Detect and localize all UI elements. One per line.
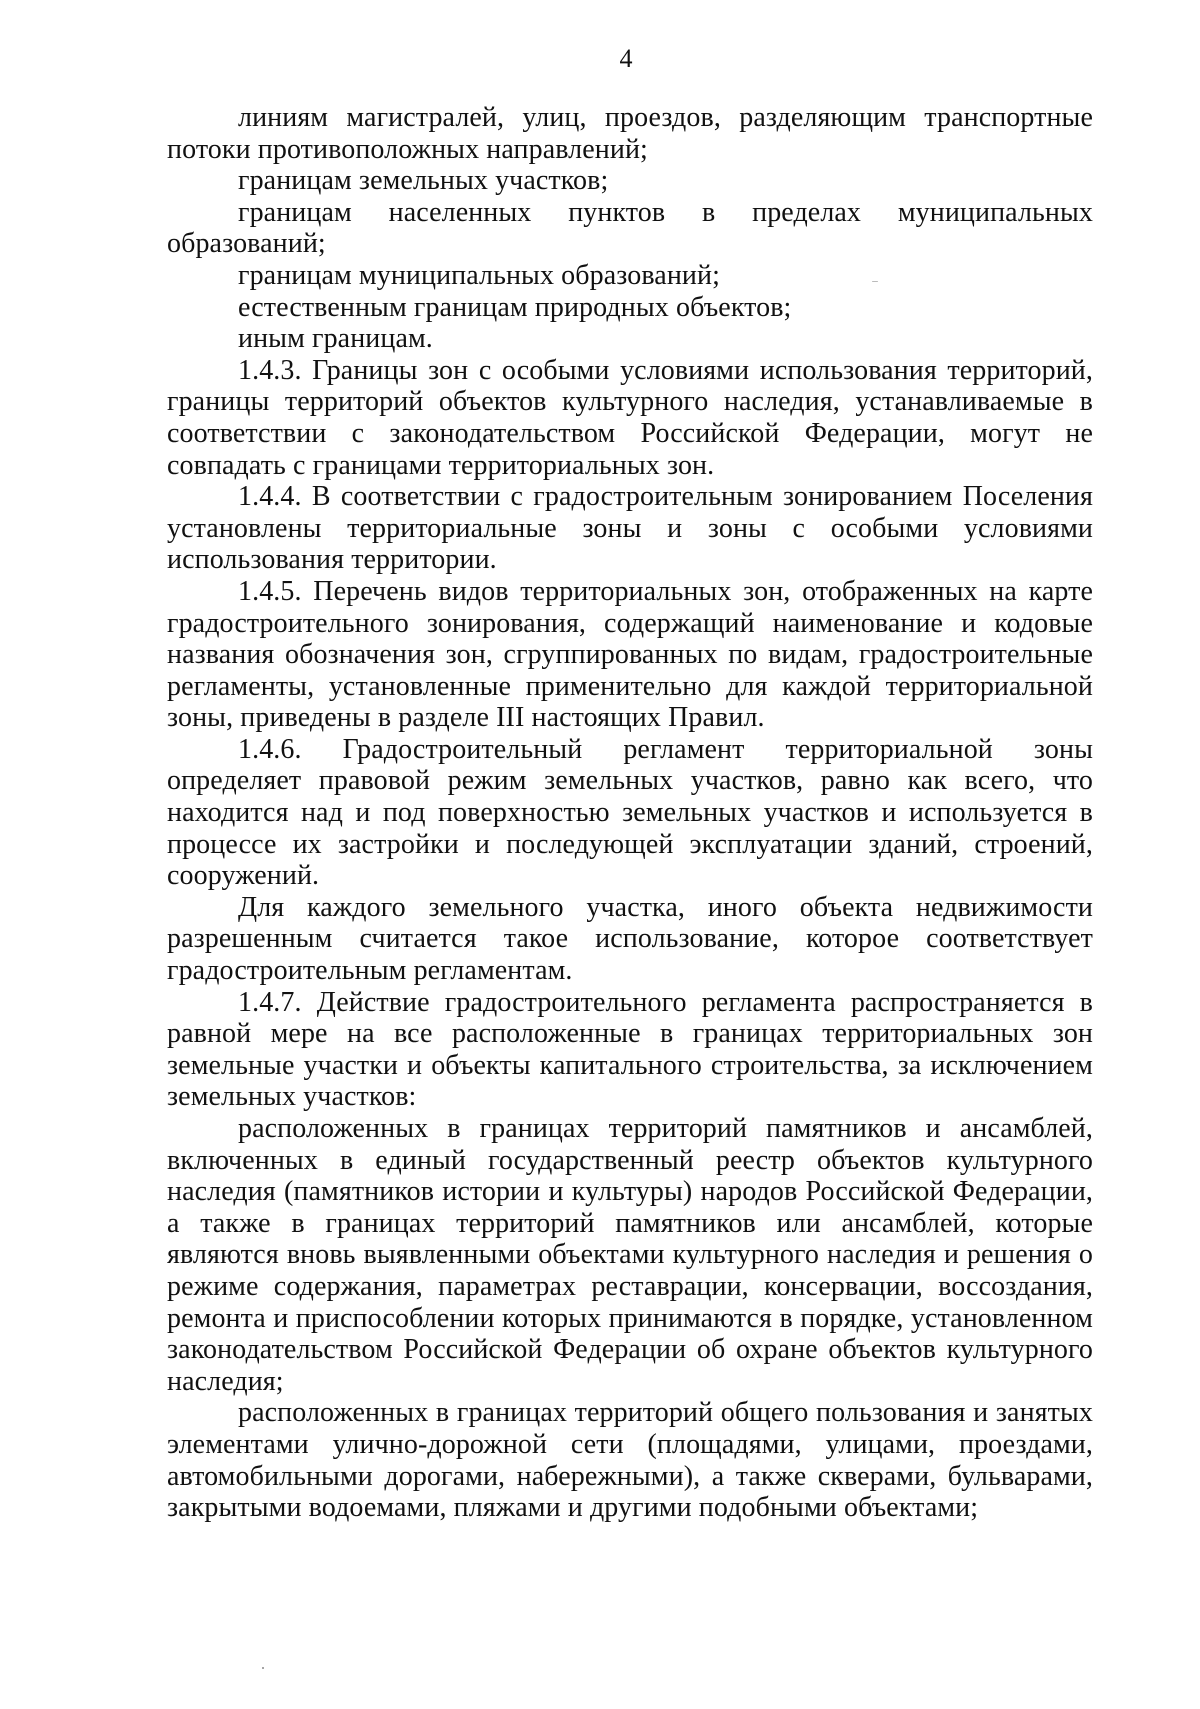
paragraph: Для каждого земельного участка, иного объекта недвижимости разрешенным считается такое использование, которое соответствует градостроительным регламентам. xyxy=(167,891,1093,987)
paragraph: расположенных в границах территорий общего пользования и занятых элементами улично-дорожной сети (площадями, улицами, проездами, автомобильными дорогами, набережными), а также скверами, бульварами, закрытыми водоемами, пляжами и другими подобными объектами; xyxy=(167,1397,1093,1524)
paragraph: границам муниципальных образований; xyxy=(238,259,720,291)
paragraph: естественным границам природных объектов; xyxy=(238,291,792,323)
paragraph: расположенных в границах территорий памятников и ансамблей, включенных в единый государственный реестр объектов культурного наследия (памятников истории и культуры) народов Российской Федерации, а также в границах территорий памятников или ансамблей, которые являются вновь выявленными объектами культурного наследия и решения о режиме содержания, параметрах реставрации, консервации, воссоздания, ремонта и приспособлении которых принимаются в порядке, установленном законодательством Российской Федерации об охране объектов культурного наследия; xyxy=(167,1113,1093,1397)
paragraph: границам земельных участков; xyxy=(238,165,609,197)
paragraph: 1.4.3. Границы зон с особыми условиями использования территорий, границы территорий объектов культурного наследия, устанавливаемые в соответствии с законодательством Российской Федерации, могут не совпадать с границами территориальных зон. xyxy=(167,354,1093,481)
page-number: 4 xyxy=(619,44,633,73)
scan-speck xyxy=(872,281,878,282)
paragraph: линиям магистралей, улиц, проездов, разделяющим транспортные потоки противоположных направлений; xyxy=(167,102,1093,165)
paragraph: 1.4.7. Действие градостроительного регламента распространяется в равной мере на все расположенные в границах территориальных зон земельные участки и объекты капитального строительства, за исключением земельных участков: xyxy=(167,986,1093,1113)
scan-speck xyxy=(262,1667,264,1669)
paragraph: границам населенных пунктов в пределах муниципальных образований; xyxy=(167,196,1093,260)
paragraph: 1.4.6. Градостроительный регламент территориальной зоны определяет правовой режим земельных участков, равно как всего, что находится над и под поверхностью земельных участков и используется в процессе их застройки и последующей эксплуатации зданий, строений, сооружений. xyxy=(167,733,1093,892)
body-text xyxy=(167,102,1093,1524)
paragraph: 1.4.4. В соответствии с градостроительным зонированием Поселения установлены территориальные зоны и зоны с особыми условиями использования территории. xyxy=(167,481,1093,576)
paragraph: 1.4.5. Перечень видов территориальных зон, отображенных на карте градостроительного зонирования, содержащий наименование и кодовые названия обозначения зон, сгруппированных по видам, градостроительные регламенты, установленные применительно для каждой территориальной зоны, приведены в разделе III настоящих Правил. xyxy=(167,575,1093,734)
paragraph: иным границам. xyxy=(238,323,433,355)
